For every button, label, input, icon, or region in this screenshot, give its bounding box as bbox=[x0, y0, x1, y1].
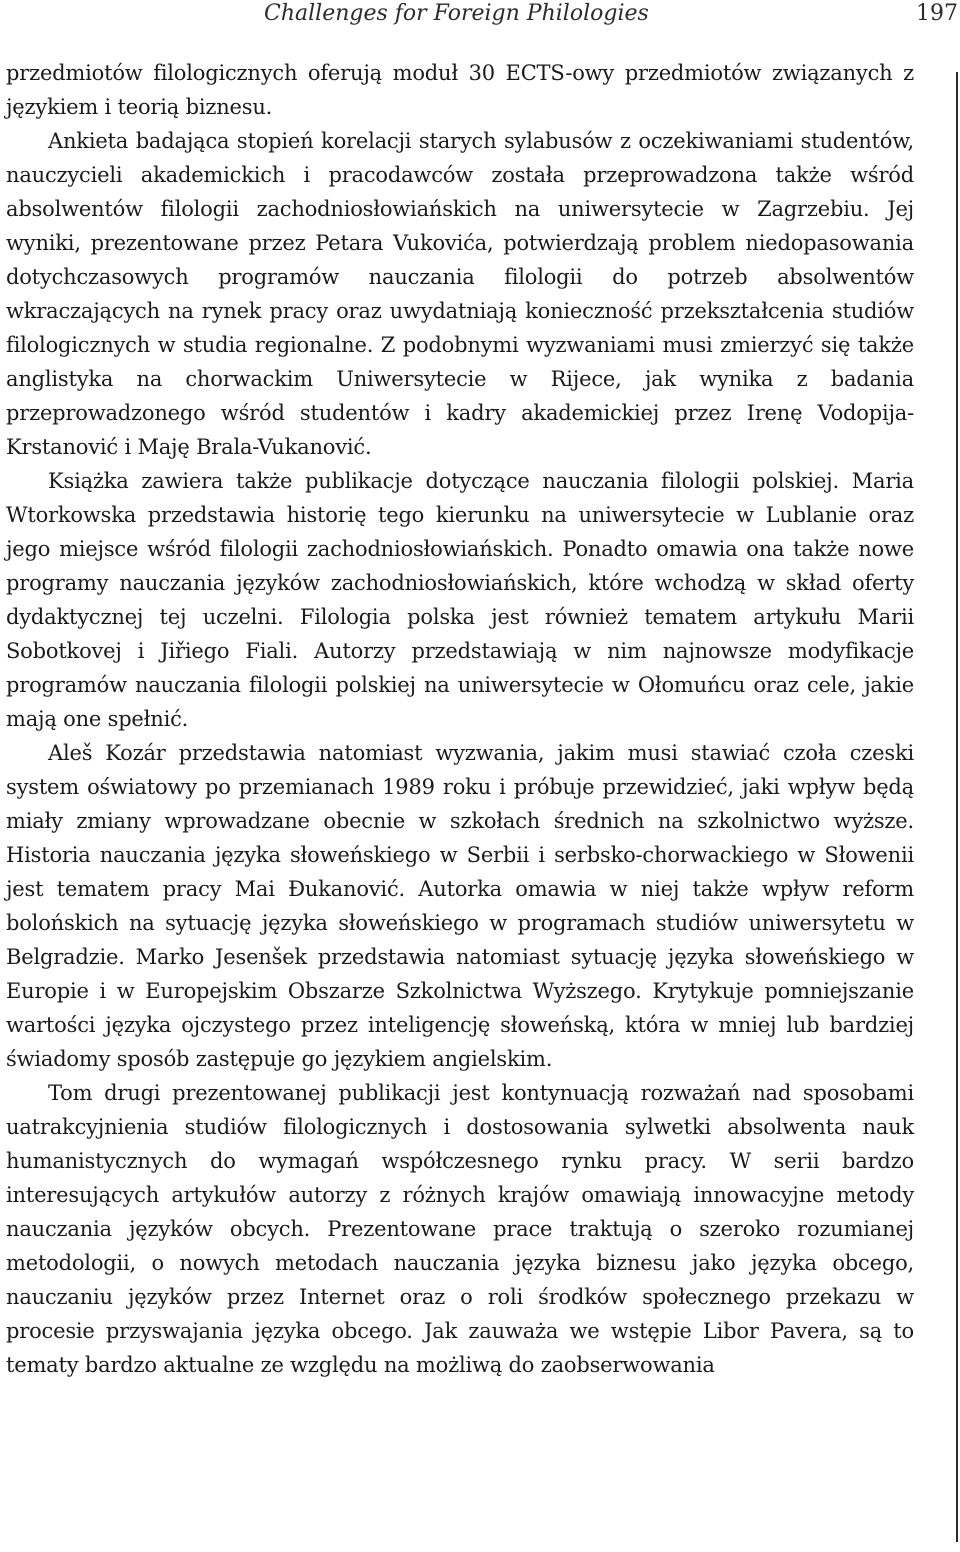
paragraph: Tom drugi prezentowanej publikacji jest kontynuacją rozważań nad sposobami uatrakcyjnienia studiów filologicznych i dostosowania sylwetki absolwenta nauk humanistycznych do wymagań współczesnego rynku pracy. W serii bardzo interesujących artykułów autorzy z różnych krajów omawiają innowacyjne metody nauczania języków obcych. Prezentowane prace traktują o szeroko rozumianej metodologii, o nowych metodach nauczania języka biznesu jako języka obcego, nauczaniu języków przez Internet oraz o roli środków społecznego przekazu w procesie przyswajania języka obcego. Jak zauważa we wstępie Libor Pavera, są to tematy bardzo aktualne ze względu na możliwą do zaobserwowania bbox=[6, 1081, 914, 1377]
running-title: Challenges for Foreign Philologies bbox=[264, 1, 649, 26]
paragraph: Książka zawiera także publikacje dotyczące nauczania filologii polskiej. Maria Wtorkowska przedstawia historię tego kierunku na uniwersytecie w Lublanie oraz jego miejsce wśród filologii zachodniosłowiańskich. Ponadto omawia ona także nowe programy nauczania języków zachodniosłowiańskich, które wchodzą w skład oferty dydaktycznej tej uczelni. Filologia polska jest również tematem artykułu Marii Sobotkovej i Jiřiego Fiali. Autorzy przedstawiają w nim najnowsze modyfikacje programów nauczania filologii polskiej na uniwersytecie w Ołomuńcu oraz cele, jakie mają one spełnić. bbox=[6, 469, 914, 731]
paragraph: Aleš Kozár przedstawia natomiast wyzwania, jakim musi stawiać czoła czeski system oświatowy po przemianach 1989 roku i próbuje przewidzieć, jaki wpływ będą miały zmiany wprowadzane obecnie w szkołach średnich na szkolnictwo wyższe. Historia nauczania języka słoweńskiego w Serbii i serbsko-chorwackiego w Słowenii jest tematem pracy Mai Đukanović. Autorka omawia w niej także wpływ reform bolońskich na sytuację języka słoweńskiego w programach studiów uniwersytetu w Belgradzie. Marko Jesenšek przedstawia natomiast sytuację języka słoweńskiego w Europie i w Europejskim Obszarze Szkolnictwa Wyższego. Krytykuje pomniejszanie wartości języka ojczystego przez inteligencję słoweńską, która w mniej lub bardziej świadomy sposób zastępuje go językiem angielskim. bbox=[6, 741, 914, 1071]
paragraph: Ankieta badająca stopień korelacji starych sylabusów z oczekiwaniami studentów, nauczycieli akademickich i pracodawców została przeprowadzona także wśród absolwentów filologii zachodniosłowiańskich na uniwersytecie w Zagrzebiu. Jej wyniki, prezentowane przez Petara Vukovića, potwierdzają problem niedopasowania dotychczasowych programów nauczania filologii do potrzeb absolwentów wkraczających na rynek pracy oraz uwydatniają konieczność przekształcenia studiów filologicznych w studia regionalne. Z podobnymi wyzwaniami musi zmierzyć się także anglistyka na chorwackim Uniwersytecie w Rijece, jak wynika z badania przeprowadzonego wśród studentów i kadry akademickiej przez Irenę Vodopija-Krstanović i Maję Brala-Vukanović. bbox=[6, 129, 914, 459]
page-edge-rule bbox=[956, 72, 958, 1542]
body-text bbox=[6, 56, 914, 1382]
page-number: 197 bbox=[916, 1, 958, 26]
paragraph: przedmiotów filologicznych oferują moduł 30 ECTS-owy przedmiotów związanych z językiem i teorią biznesu. bbox=[6, 61, 914, 119]
page-header bbox=[0, 0, 960, 30]
